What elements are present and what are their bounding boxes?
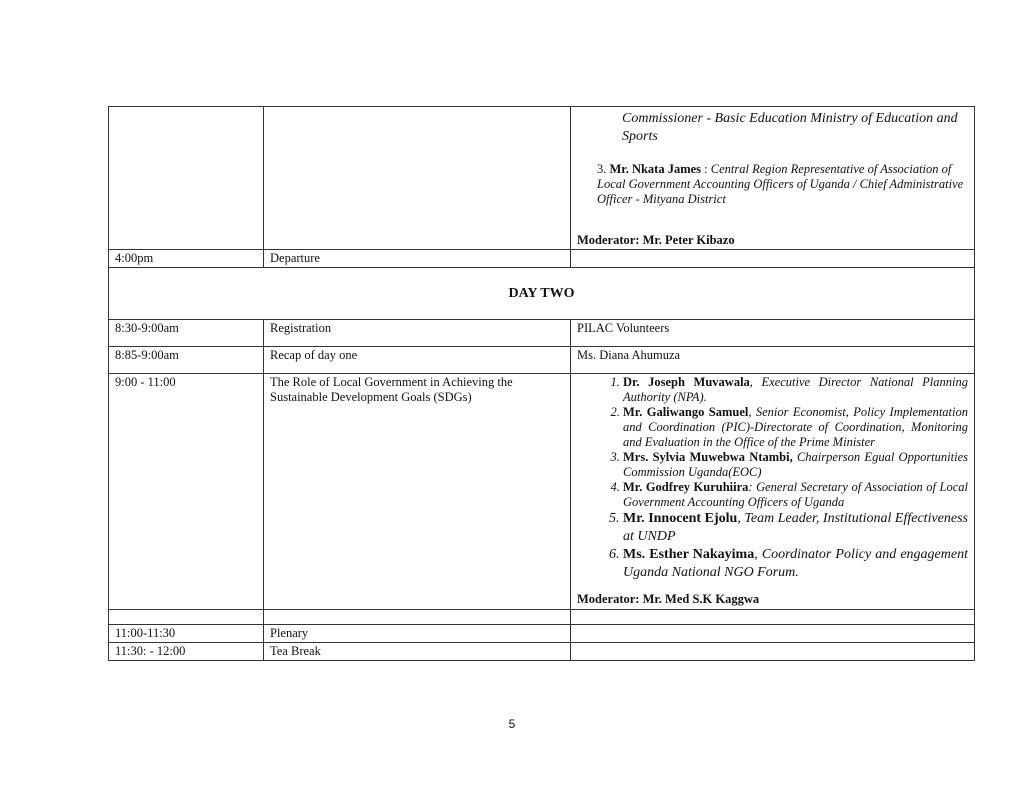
speaker-separator: , [748,405,752,419]
list-item [623,510,968,546]
page-number: 5 [508,717,516,731]
speakers-cell [571,610,975,625]
speaker-name: Mr. Godfrey Kuruhiira [623,480,749,494]
table-row [109,320,975,347]
moderator: Moderator: Mr. Med S.K Kaggwa [577,592,760,606]
moderator: Moderator: Mr. Peter Kibazo [577,233,735,247]
time-cell: 9:00 - 11:00 [109,374,264,610]
speaker-separator: : [701,162,708,176]
table-row [109,643,975,661]
activity-cell: Recap of day one [264,347,571,374]
list-item [623,480,968,510]
time-cell: 4:00pm [109,250,264,268]
time-cell [109,610,264,625]
table-row [109,374,975,610]
speaker-name: Dr. Joseph Muvawala [623,375,750,389]
activity-cell: Plenary [264,625,571,643]
activity-cell: Tea Break [264,643,571,661]
day-heading: DAY TWO [109,268,975,320]
time-cell: 11:30: - 12:00 [109,643,264,661]
speaker-title: Chairperson Egual Opportunities Commission Uganda(EOC) [623,450,968,479]
speakers-cell: Ms. Diana Ahumuza [571,347,975,374]
time-cell [109,107,264,250]
speaker-name: Mr. Nkata James [609,162,702,176]
time-cell: 11:00-11:30 [109,625,264,643]
list-item [623,450,968,480]
speaker-title: Team Leader, Institutional Effectiveness at UNDP [623,511,968,544]
speakers-cell [571,250,975,268]
speaker-continuation: Commissioner - Basic Education Ministry of Education and Sports [622,111,958,144]
table-row [109,107,975,250]
list-item [623,375,968,405]
speakers-cell [571,374,975,610]
speaker-title: Central Region Representative of Association of Local Government Accounting Officers of Uganda / Chief Administrative Officer - Mityana District [597,162,964,206]
speaker-title: General Secretary of Association of Local Government Accounting Officers of Uganda [623,480,968,509]
table-row [109,347,975,374]
speaker-item [577,162,968,207]
list-number: 3. [597,162,607,176]
speaker-separator: , [749,375,753,389]
time-cell: 8:85-9:00am [109,347,264,374]
list-item [623,405,968,450]
speakers-cell [571,107,975,250]
agenda-table [108,106,975,661]
speaker-separator: , [754,547,758,562]
speaker-separator: , [737,511,741,526]
activity-cell: Departure [264,250,571,268]
list-item [623,546,968,582]
speaker-title: Coordinator Policy and engagement Uganda National NGO Forum. [623,547,968,580]
speaker-name: Mr. Innocent Ejolu [623,511,738,526]
table-row [109,250,975,268]
speakers-cell [571,643,975,661]
speaker-separator: : [748,480,753,494]
speaker-list [577,375,968,582]
speaker-title: Executive Director National Planning Authority (NPA). [623,375,968,404]
speaker-name: Ms. Esther Nakayima [623,547,755,562]
activity-cell [264,107,571,250]
speaker-name: Mr. Galiwango Samuel [623,405,749,419]
activity-cell: Registration [264,320,571,347]
table-row [109,625,975,643]
speakers-cell [571,625,975,643]
activity-cell: The Role of Local Government in Achieving the Sustainable Development Goals (SDGs) [264,374,571,610]
speakers-cell: PILAC Volunteers [571,320,975,347]
speaker-title: Senior Economist, Policy Implementation and Coordination (PIC)-Directorate of Coordination, Monitoring and Evaluation in the Office of the Prime Minister [623,405,968,449]
time-cell: 8:30-9:00am [109,320,264,347]
table-row [109,610,975,625]
activity-cell [264,610,571,625]
table-row [109,268,975,320]
speaker-name: Mrs. Sylvia Muwebwa Ntambi, [623,450,793,464]
